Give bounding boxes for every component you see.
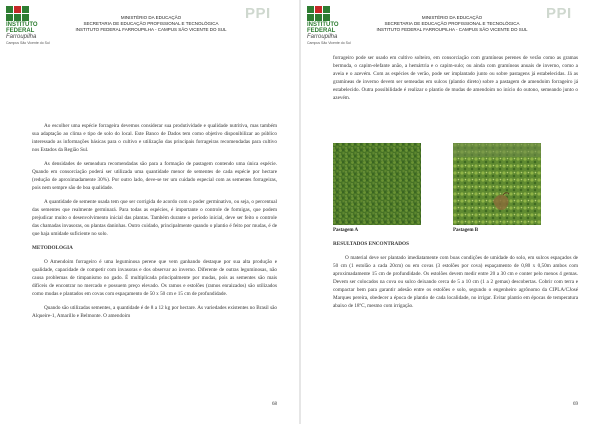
page-header: [357, 15, 547, 33]
paragraph: forrageiro pode ser usado em cultivo solteiro, em consorciação com gramíneas perenes de verão como as gramas bermuda, o capim-elefante anão, a hemártria e o capim-sulo; ou ainda com gramíneas anuais de inverno, como a aveia e o azevém. Com as espécies de verão, pode ser implantado junto ou sobre pastagens já estabelecidas. Já as gramíneas de inverno devem ser semeadas em sulcos (plantio direto) sobre a pastagem de amendoim forrageiro já estabelecido. Outra possibilidade é realizar o plantio de mudas de amendoim no início do outono, semeando junto o azevém.: [333, 55, 578, 101]
header-line-1: MINISTÉRIO DA EDUCAÇÃO: [120, 15, 182, 20]
header-line-2: SECRETARIA DE EDUCAÇÃO PROFISSIONAL E TECNOLÓGICA: [83, 21, 219, 26]
paragraph: Ao escolher uma espécie forrageira devemos considerar sua produtividade e qualidade nutritiva, mas também sua adaptação ao clima e tipo de solo do local. Este Banco de Dados tem como objetivo disponibilizar ao público interessado as informações básicas para o cultivo e utilização das principais forrageiras recomendadas para cultivo nos Estados da Região Sul.: [32, 123, 277, 153]
ppi-logo: [546, 6, 592, 30]
ppi-logo-text: PPI: [245, 5, 271, 22]
left-page: [0, 0, 299, 424]
logo-line-3: Farroupilha: [307, 34, 338, 40]
paragraph: O Amendoim forrageiro é uma leguminosa perene que vem ganhando destaque por sua alta produção e qualidade, capacidade de competir com invasoras e dos observar ao inverno. Diferente de outras leguminosas, não causa problemas de timpanismo no gado. É multiplicada principalmente por mudas, pois as sementes são mais difíceis de encontrar no mercado e possuem preço elevado. Os ramos e estolões (ramos enraizados) são utilizados como mudas e plantados em covas com espaçamento de 50 x 50 cm e 15 cm de profundidade.: [32, 259, 277, 297]
paragraph: O material deve ser plantado imediatamente com boas condições de umidade do solo, em sulcos espaçados de 50 cm (1 estolão a cada 20cm) ou em covas (3 estolões por cova) espaçamento de 0,80 x 0,50m ambos com aproximadamente 15 cm de profundidade. Os estolões devem medir entre 20 a 30 cm e conter pelo menos 4 gemas. Devem ser colocados na cova ou sulco deixando cerca de 5 a 10 cm (1 a 2 gemas) descobertas. Cobrir com terra e compactar bem para garantir adesão entre os estolões e solo, segundo o engenheiro agrônomo da CIPLA/CJosé Marques pereira, obedecer a época de plantio de cada localidade, no irrigar. Evitar plantio em épocas de temperatura abaixo de 18ºC, mesmo com irrigação.: [333, 255, 578, 309]
instituto-federal-logo: [6, 6, 52, 48]
paragraph: Quando são utilizadas sementes, a quantidade é de 8 a 12 kg por hectare. As variedades existentes no Brasil são Alqueire-1, Amarillo e Belmonte. O amendoim: [32, 305, 277, 319]
header-line-3: INSTITUTO FEDERAL FARROUPILHA - CAMPUS SÃO VICENTE DO SUL: [75, 27, 227, 32]
pasture-b-photo: [453, 143, 541, 225]
logo-line-1: INSTITUTO: [307, 22, 339, 28]
logo-line-2: FEDERAL: [6, 28, 35, 34]
ppi-logo: [245, 6, 291, 30]
logo-line-1: INSTITUTO: [6, 22, 38, 28]
right-page: [301, 0, 600, 424]
page-header: [56, 15, 246, 33]
header-line-3: INSTITUTO FEDERAL FARROUPILHA - CAMPUS SÃO VICENTE DO SUL: [376, 27, 528, 32]
logo-campus: Campus São Vicente do Sul: [6, 41, 50, 45]
caption-pasture-b: Pastagem B: [453, 228, 479, 233]
header-line-1: MINISTÉRIO DA EDUCAÇÃO: [421, 15, 483, 20]
right-body-text-top: [333, 54, 578, 108]
section-heading: RESULTADOS ENCONTRADOS: [333, 241, 409, 247]
logo-campus: Campus São Vicente do Sul: [307, 41, 351, 45]
section-heading: METODOLOGIA: [32, 245, 73, 251]
pasture-photos: [333, 143, 578, 225]
header-line-2: SECRETARIA DE EDUCAÇÃO PROFISSIONAL E TECNOLÓGICA: [384, 21, 520, 26]
pasture-a-photo: [333, 143, 421, 225]
logo-line-2: FEDERAL: [307, 28, 336, 34]
ppi-logo-text: PPI: [546, 5, 572, 22]
page-number: 68: [272, 402, 277, 407]
caption-pasture-a: Pastagem A: [333, 228, 359, 233]
left-body-text: [32, 122, 277, 326]
instituto-federal-logo: [307, 6, 353, 48]
right-body-text-bottom: [333, 238, 578, 316]
page-number: 69: [573, 402, 578, 407]
paragraph: As densidades de semeadura recomendadas são para a formação de pastagem contendo uma única espécie. Quando em consorciação poderá ser utilizada uma quantidade menor de sementes de cada espécie por hectare (redução de aproximadamente 30%). Por outro lado, deve-se ter um cuidado especial com as sementes forrageiras, pois nem sempre são de boa qualidade.: [32, 161, 277, 191]
logo-line-3: Farroupilha: [6, 34, 37, 40]
paragraph: A quantidade de semente usada tem que ser corrigida de acordo com o poder germinativo, ou seja, o percentual das sementes que realmente germinará. Para todas as espécies, é importante o controle de formigas, que podem prejudicar muito o desenvolvimento inicial das plantas. Também durante o período inicial, deve ser feito o controle das chamadas invasoras, ou plantas daninhas. Outro cuidado, principalmente quando o plantio é feito por mudas, é de que haja umidade suficiente no solo.: [32, 199, 277, 237]
